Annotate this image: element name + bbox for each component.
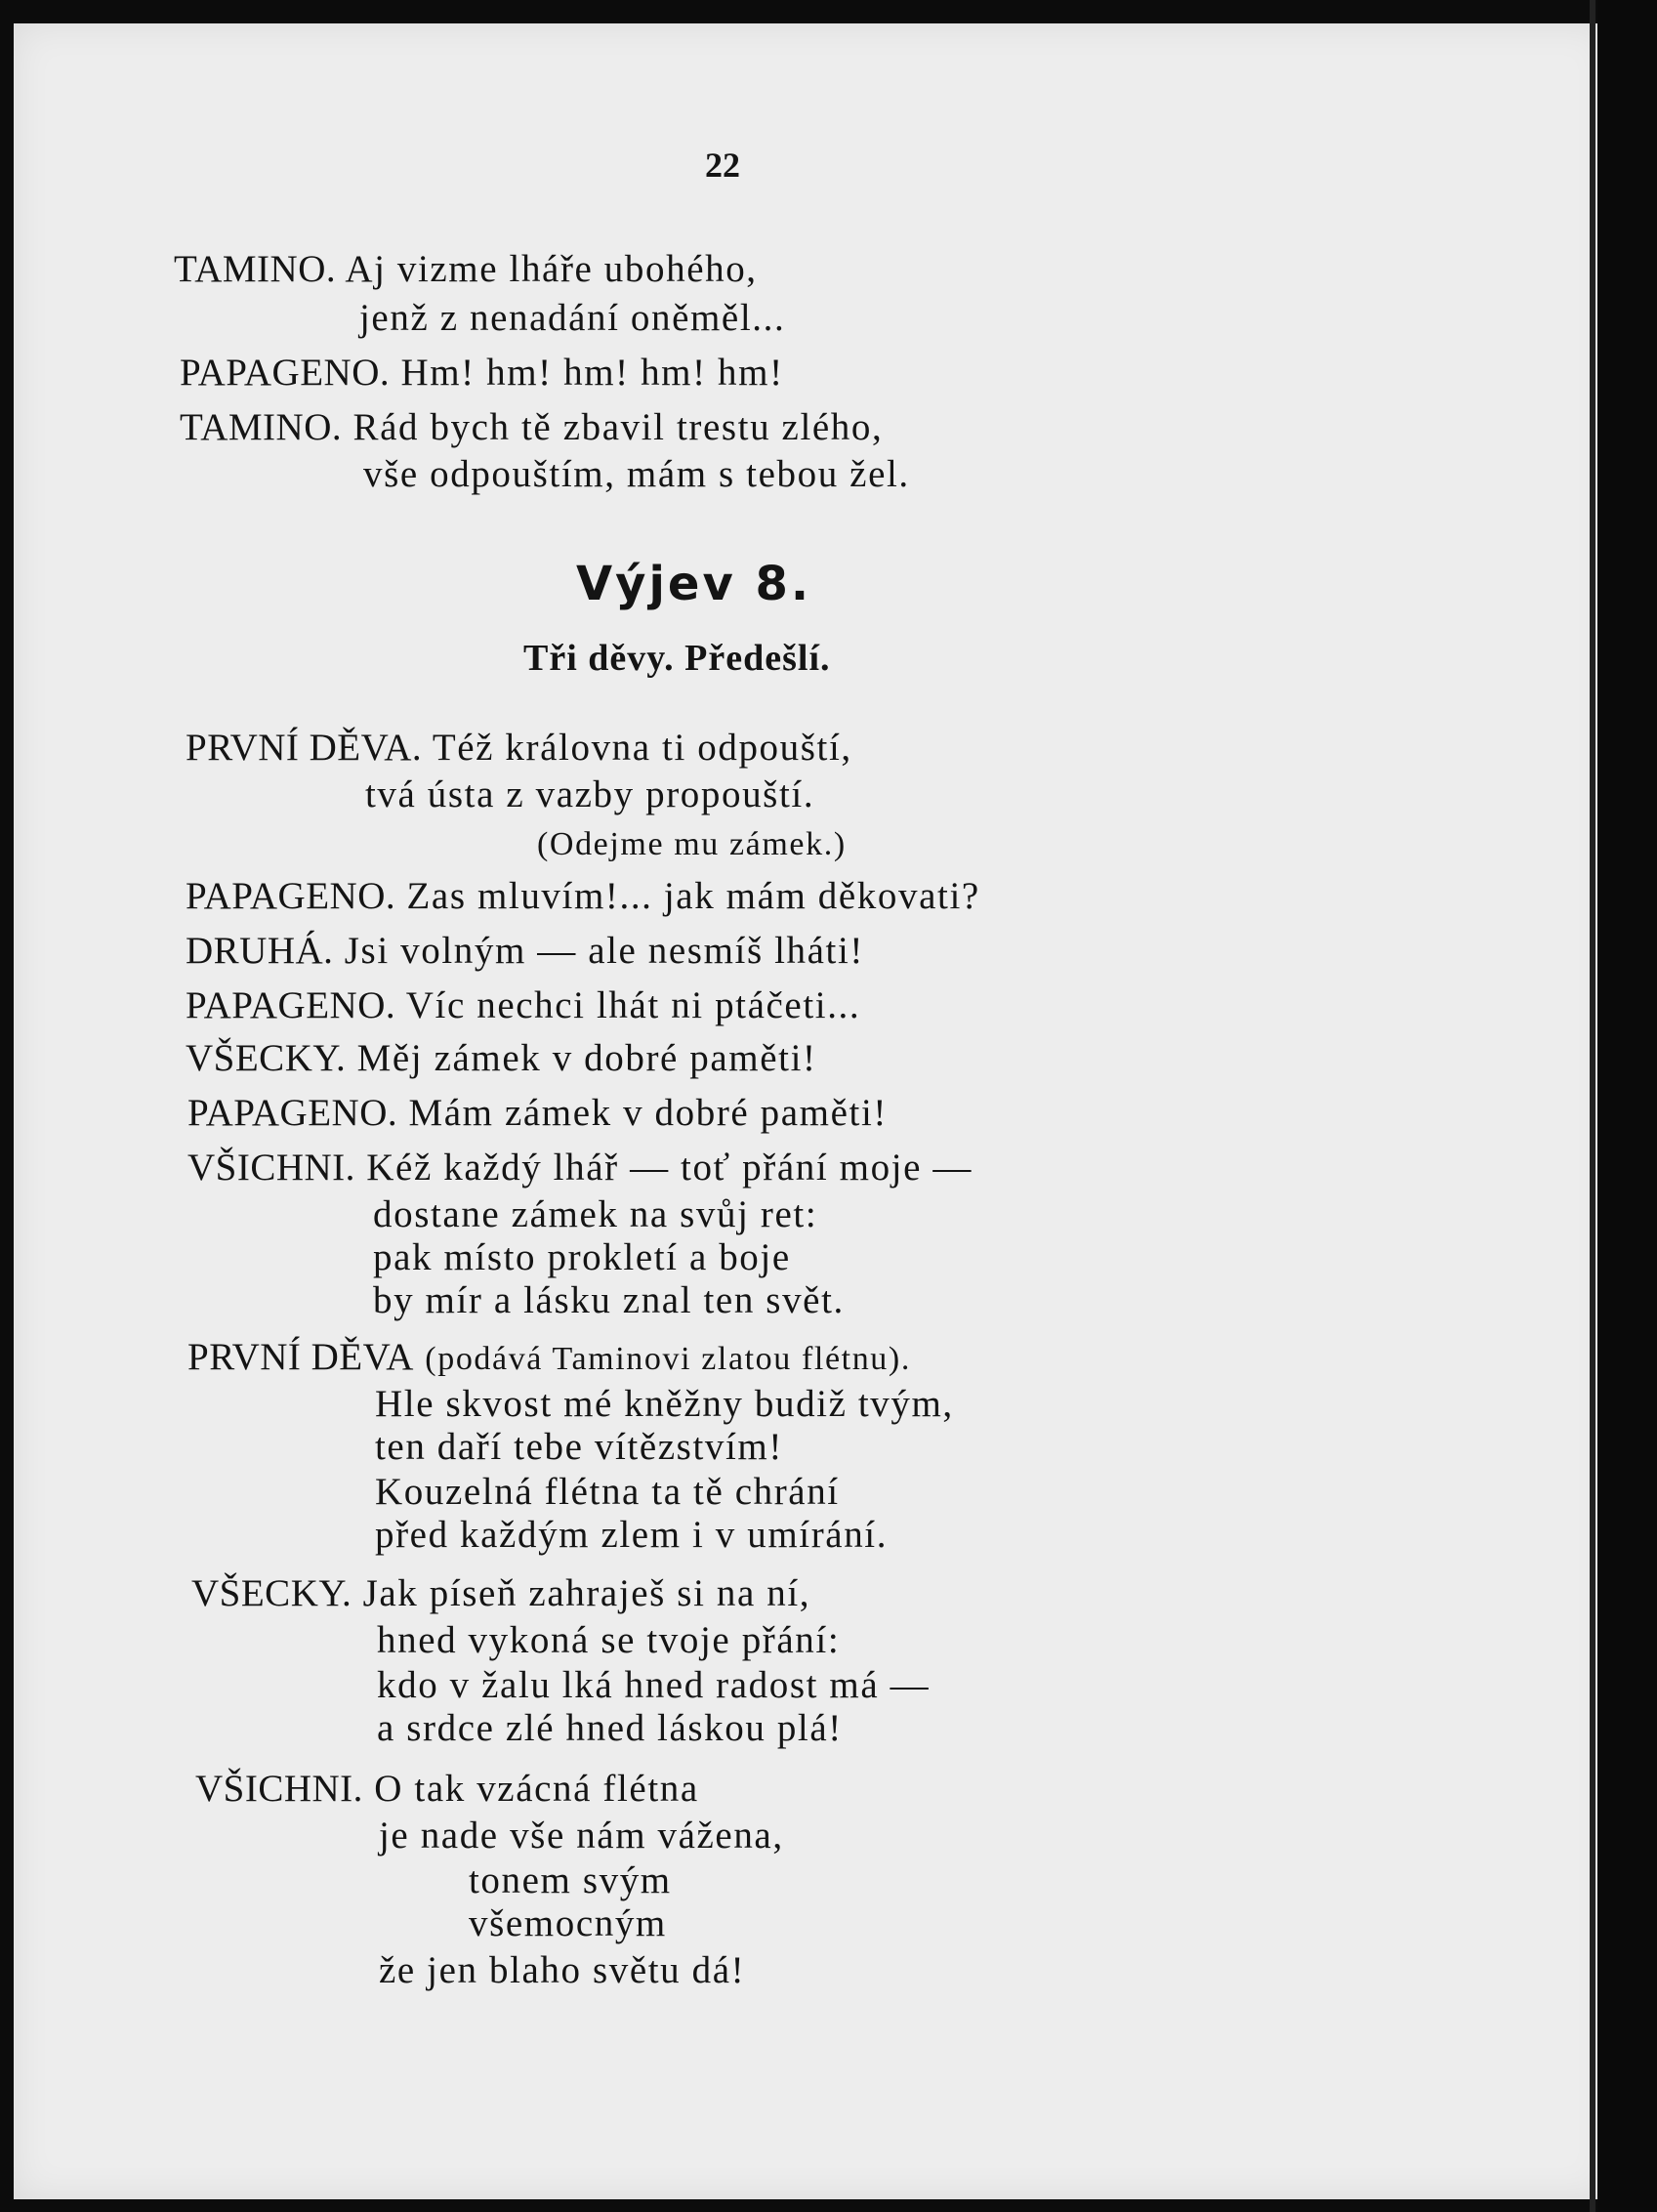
dialogue-line xyxy=(186,932,864,970)
verse-text: Hm! hm! hm! hm! hm! xyxy=(400,352,784,394)
page-number: 22 xyxy=(705,146,740,185)
dialogue-line xyxy=(187,1338,911,1376)
speaker-name: PAPAGENO. xyxy=(187,1092,398,1134)
scene-heading: Výjev 8. xyxy=(576,557,812,611)
verse-text: jenž z nenadání oněměl... xyxy=(359,297,786,339)
dialogue-line xyxy=(186,1039,817,1077)
verse-text: ten daří tebe vítězstvím! xyxy=(375,1426,783,1468)
dialogue-line xyxy=(375,1473,840,1511)
dialogue-line xyxy=(180,408,883,446)
dialogue-line xyxy=(377,1666,930,1704)
verse-text: Hle skvost mé kněžny budiž tvým, xyxy=(375,1383,954,1425)
verse-text: Jak píseň zahraješ si na ní, xyxy=(362,1572,811,1614)
verse-text: pak místo prokletí a boje xyxy=(373,1236,791,1278)
verse-text: Měj zámek v dobré paměti! xyxy=(356,1037,817,1079)
dialogue-line xyxy=(187,1148,973,1187)
verse-text: Kéž každý lhář — toť přání moje — xyxy=(366,1147,973,1189)
verse-text: Zas mluvím!... jak mám děkovati? xyxy=(406,875,980,917)
dialogue-line xyxy=(375,1385,954,1423)
page-edge-shadow xyxy=(1590,0,1595,2212)
verse-text: Jsi volným — ale nesmíš lháti! xyxy=(344,930,864,972)
dialogue-line xyxy=(377,1621,840,1659)
speaker-name: PAPAGENO. xyxy=(186,875,396,917)
speaker-name: VŠECKY. xyxy=(186,1037,347,1079)
dialogue-line xyxy=(373,1281,845,1319)
book-spine xyxy=(1597,0,1657,2212)
verse-text: hned vykoná se tvoje přání: xyxy=(377,1619,841,1661)
verse-text: před každým zlem i v umírání. xyxy=(375,1514,889,1556)
speaker-name: VŠECKY. xyxy=(191,1572,352,1614)
dialogue-line xyxy=(365,775,814,814)
verse-text: Též královna ti odpouští, xyxy=(432,727,852,769)
dialogue-line xyxy=(186,877,980,915)
speaker-name: PAPAGENO. xyxy=(186,984,396,1026)
speaker-name: PRVNÍ DĚVA xyxy=(187,1336,414,1378)
verse-text: Víc nechci lhát ni ptáčeti... xyxy=(405,984,861,1026)
stage-direction-text: (Odejme mu zámek.) xyxy=(537,826,847,862)
verse-text: tonem svým xyxy=(469,1859,672,1901)
verse-text: Aj vizme lháře ubohého, xyxy=(345,248,758,290)
speaker-name: VŠICHNI. xyxy=(195,1768,363,1810)
verse-text: všemocným xyxy=(469,1902,667,1944)
dialogue-line xyxy=(359,299,785,337)
verse-text: kdo v žalu lká hned radost má — xyxy=(377,1664,931,1706)
verse-text: a srdce zlé hned láskou plá! xyxy=(377,1707,843,1749)
dialogue-line xyxy=(373,1238,791,1276)
verse-text: je nade vše nám vážena, xyxy=(379,1815,784,1857)
verse-text: Kouzelná flétna ta tě chrání xyxy=(375,1471,840,1513)
speaker-name: VŠICHNI. xyxy=(187,1147,355,1189)
verse-text: Rád bych tě zbavil trestu zlého, xyxy=(352,406,884,448)
verse-text: O tak vzácná flétna xyxy=(374,1768,699,1810)
dialogue-line xyxy=(379,1816,784,1855)
dialogue-line xyxy=(377,1709,843,1747)
dialogue-line xyxy=(180,354,784,392)
speaker-name: PAPAGENO. xyxy=(180,352,391,394)
speaker-name: DRUHÁ. xyxy=(186,930,334,972)
speaker-name: TAMINO. xyxy=(174,248,337,290)
dialogue-line xyxy=(375,1428,783,1466)
verse-text: dostane zámek na svůj ret: xyxy=(373,1193,818,1235)
dialogue-line xyxy=(469,1861,672,1899)
dialogue-line xyxy=(379,1951,745,1989)
dialogue-line xyxy=(375,1516,888,1554)
scene-characters: Tři děvy. Předešlí. xyxy=(523,638,831,679)
verse-text: tvá ústa z vazby propouští. xyxy=(365,773,815,815)
stage-direction xyxy=(537,828,847,861)
dialogue-line xyxy=(174,250,758,288)
verse-text: by mír a lásku znal ten svět. xyxy=(373,1279,845,1321)
speaker-name: TAMINO. xyxy=(180,406,343,448)
dialogue-line xyxy=(195,1770,699,1808)
speaker-name: PRVNÍ DĚVA. xyxy=(186,727,423,769)
dialogue-line xyxy=(187,1094,888,1132)
verse-text: vše odpouštím, mám s tebou žel. xyxy=(363,453,910,495)
dialogue-line xyxy=(186,729,852,767)
dialogue-line xyxy=(186,986,860,1024)
verse-text: že jen blaho světu dá! xyxy=(379,1949,746,1991)
dialogue-line xyxy=(191,1574,810,1612)
dialogue-line xyxy=(373,1195,817,1233)
dialogue-line xyxy=(469,1904,667,1942)
stage-direction-text: (podává Taminovi zlatou flétnu). xyxy=(425,1341,911,1377)
dialogue-line xyxy=(363,455,910,493)
verse-text: Mám zámek v dobré paměti! xyxy=(408,1092,888,1134)
